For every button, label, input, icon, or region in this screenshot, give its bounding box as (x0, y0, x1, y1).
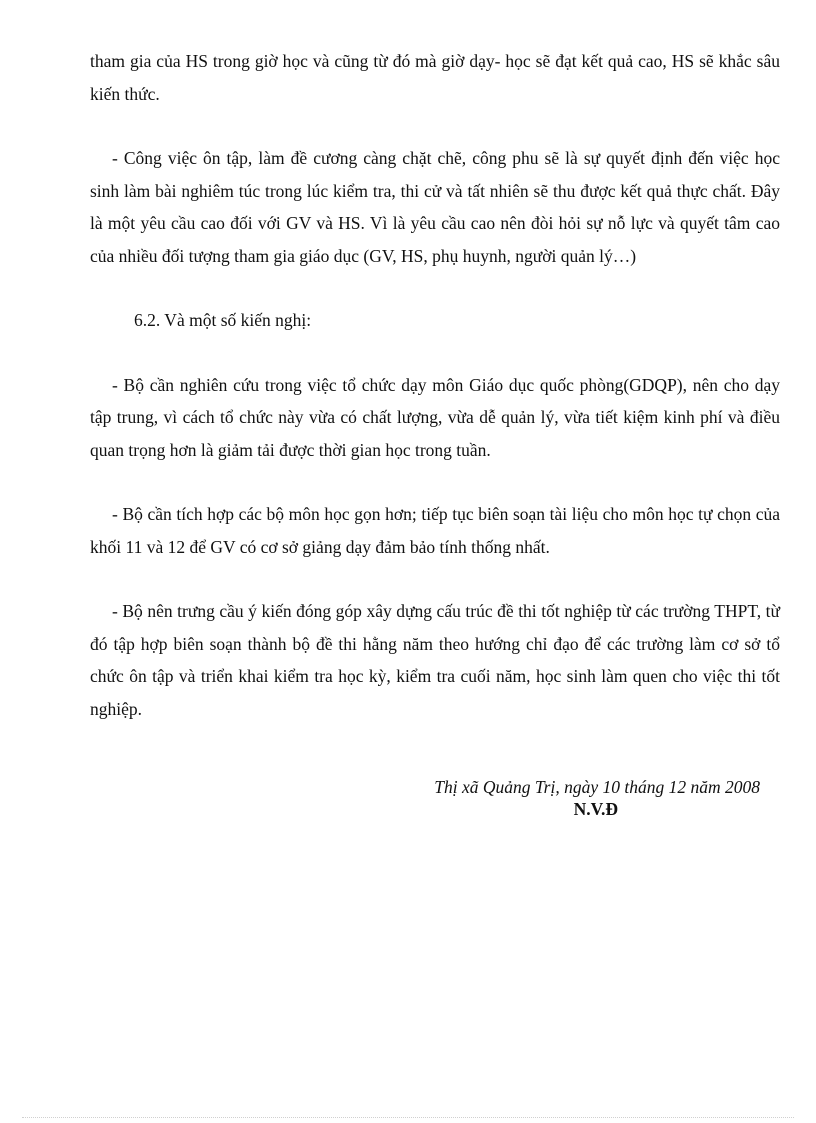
paragraph-recommendation-3: - Bộ nên trưng cầu ý kiến đóng góp xây dựng cấu trúc đề thi tốt nghiệp từ các trường THPT, từ đó tập hợp biên soạn thành bộ đề thi hằng năm theo hướng chỉ đạo để các trường làm cơ sở tổ chức ôn tập và triển khai kiểm tra học kỳ, kiểm tra cuối năm, học sinh làm quen cho việc thi tốt nghiệp. (90, 601, 780, 719)
paragraph-recommendation-2: - Bộ cần tích hợp các bộ môn học gọn hơn; tiếp tục biên soạn tài liệu cho môn học tự chọn của khối 11 và 12 để GV có cơ sở giảng dạy đảm bảo tính thống nhất. (90, 504, 780, 557)
page-bottom-divider (22, 1117, 794, 1118)
document-body (90, 45, 780, 725)
paragraph-continuation: tham gia của HS trong giờ học và cũng từ đó mà giờ dạy- học sẽ đạt kết quả cao, HS sẽ khắc sâu kiến thức. (90, 51, 780, 104)
place-date-line: Thị xã Quảng Trị, ngày 10 tháng 12 năm 2008 (434, 777, 760, 797)
paragraph-review-work: - Công việc ôn tập, làm đề cương càng chặt chẽ, công phu sẽ là sự quyết định đến việc học sinh làm bài nghiêm túc trong lúc kiểm tra, thi cử và tất nhiên sẽ thu được kết quả thực chất. Đây là một yêu cầu cao đối với GV và HS. Vì là yêu cầu cao nên đòi hỏi sự nỗ lực và quyết tâm cao của nhiều đối tượng tham gia giáo dục (GV, HS, phụ huynh, người quản lý…) (90, 148, 780, 266)
signature-block (90, 776, 780, 820)
section-heading: 6.2. Và một số kiến nghị: (134, 310, 312, 330)
paragraph-recommendation-1: - Bộ cần nghiên cứu trong việc tổ chức dạy môn Giáo dục quốc phòng(GDQP), nên cho dạy tập trung, vì cách tổ chức này vừa có chất lượng, vừa dễ quản lý, vừa tiết kiệm kinh phí và điều quan trọng hơn là giảm tải được thời gian học trong tuần. (90, 374, 780, 460)
author-initials: N.V.Đ (573, 799, 618, 819)
